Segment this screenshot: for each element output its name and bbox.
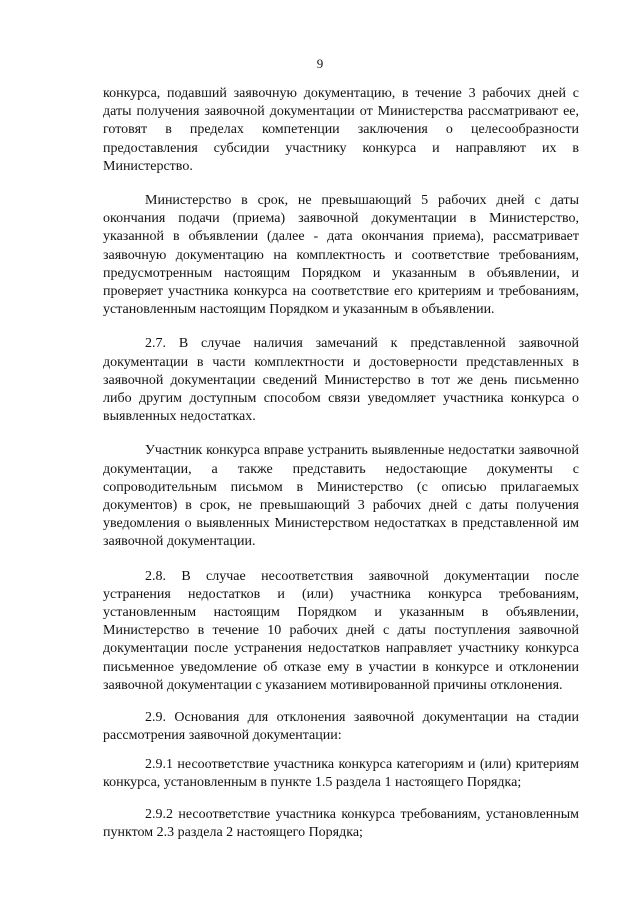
paragraph-2-9-2: 2.9.2 несоответствие участника конкурса требованиям, установленным пунктом 2.3 раздела 2 настоящего Порядка; xyxy=(103,806,579,841)
document-body xyxy=(103,85,579,842)
paragraph-2-9-1: 2.9.1 несоответствие участника конкурса категориям и (или) критериям конкурса, установленным в пункте 1.5 раздела 1 настоящего Порядка; xyxy=(103,756,579,790)
paragraph-ministry-review: Министерство в срок, не превышающий 5 рабочих дней с даты окончания подачи (приема) заявочной документации в Министерство, указанной в объявлении (далее - дата окончания приема), рассматривает заявочную документацию на комплектность и соответствие требованиям, предусмотренным настоящим Порядком и указанным в объявлении, и проверяет участника конкурса на соответствие его критериям и требованиям, установленным настоящим Порядком и указанным в объявлении. xyxy=(103,193,579,318)
page-number: 9 xyxy=(316,56,324,71)
paragraph-participant-rights: Участник конкурса вправе устранить выявленные недостатки заявочной документации, а также представить недостающие документы с сопроводительным письмом в Министерство (с описью прилагаемых документов) в срок, не превышающий 3 рабочих дней с даты получения уведомления о выявленных Министерством недостатках в представленной им заявочной документации. xyxy=(103,443,579,550)
paragraph-2-7: 2.7. В случае наличия замечаний к представленной заявочной документации в части комплектности и достоверности представленных в заявочной документации сведений Министерство в тот же день письменно либо другим доступным способом связи уведомляет участника конкурса о выявленных недостатках. xyxy=(103,336,579,425)
paragraph-continuation: конкурса, подавший заявочную документацию, в течение 3 рабочих дней с даты получения заявочной документации от Министерства рассматривают ее, готовят в пределах компетенции заключения о целесообразности предоставления субсидии участнику конкурса и направляют их в Министерство. xyxy=(103,86,579,174)
paragraph-2-9: 2.9. Основания для отклонения заявочной документации на стадии рассмотрения заявочной документации: xyxy=(103,710,579,744)
paragraph-2-8: 2.8. В случае несоответствия заявочной документации после устранения недостатков и (или) участника конкурса требованиям, установленным настоящим Порядком и указанным в объявлении, Министерство в течение 10 рабочих дней с даты поступления заявочной документации после устранения недостатков направляет участнику конкурса письменное уведомление об отказе ему в участии в конкурсе и отклонении заявочной документации с указанием мотивированной причины отклонения. xyxy=(103,568,579,693)
